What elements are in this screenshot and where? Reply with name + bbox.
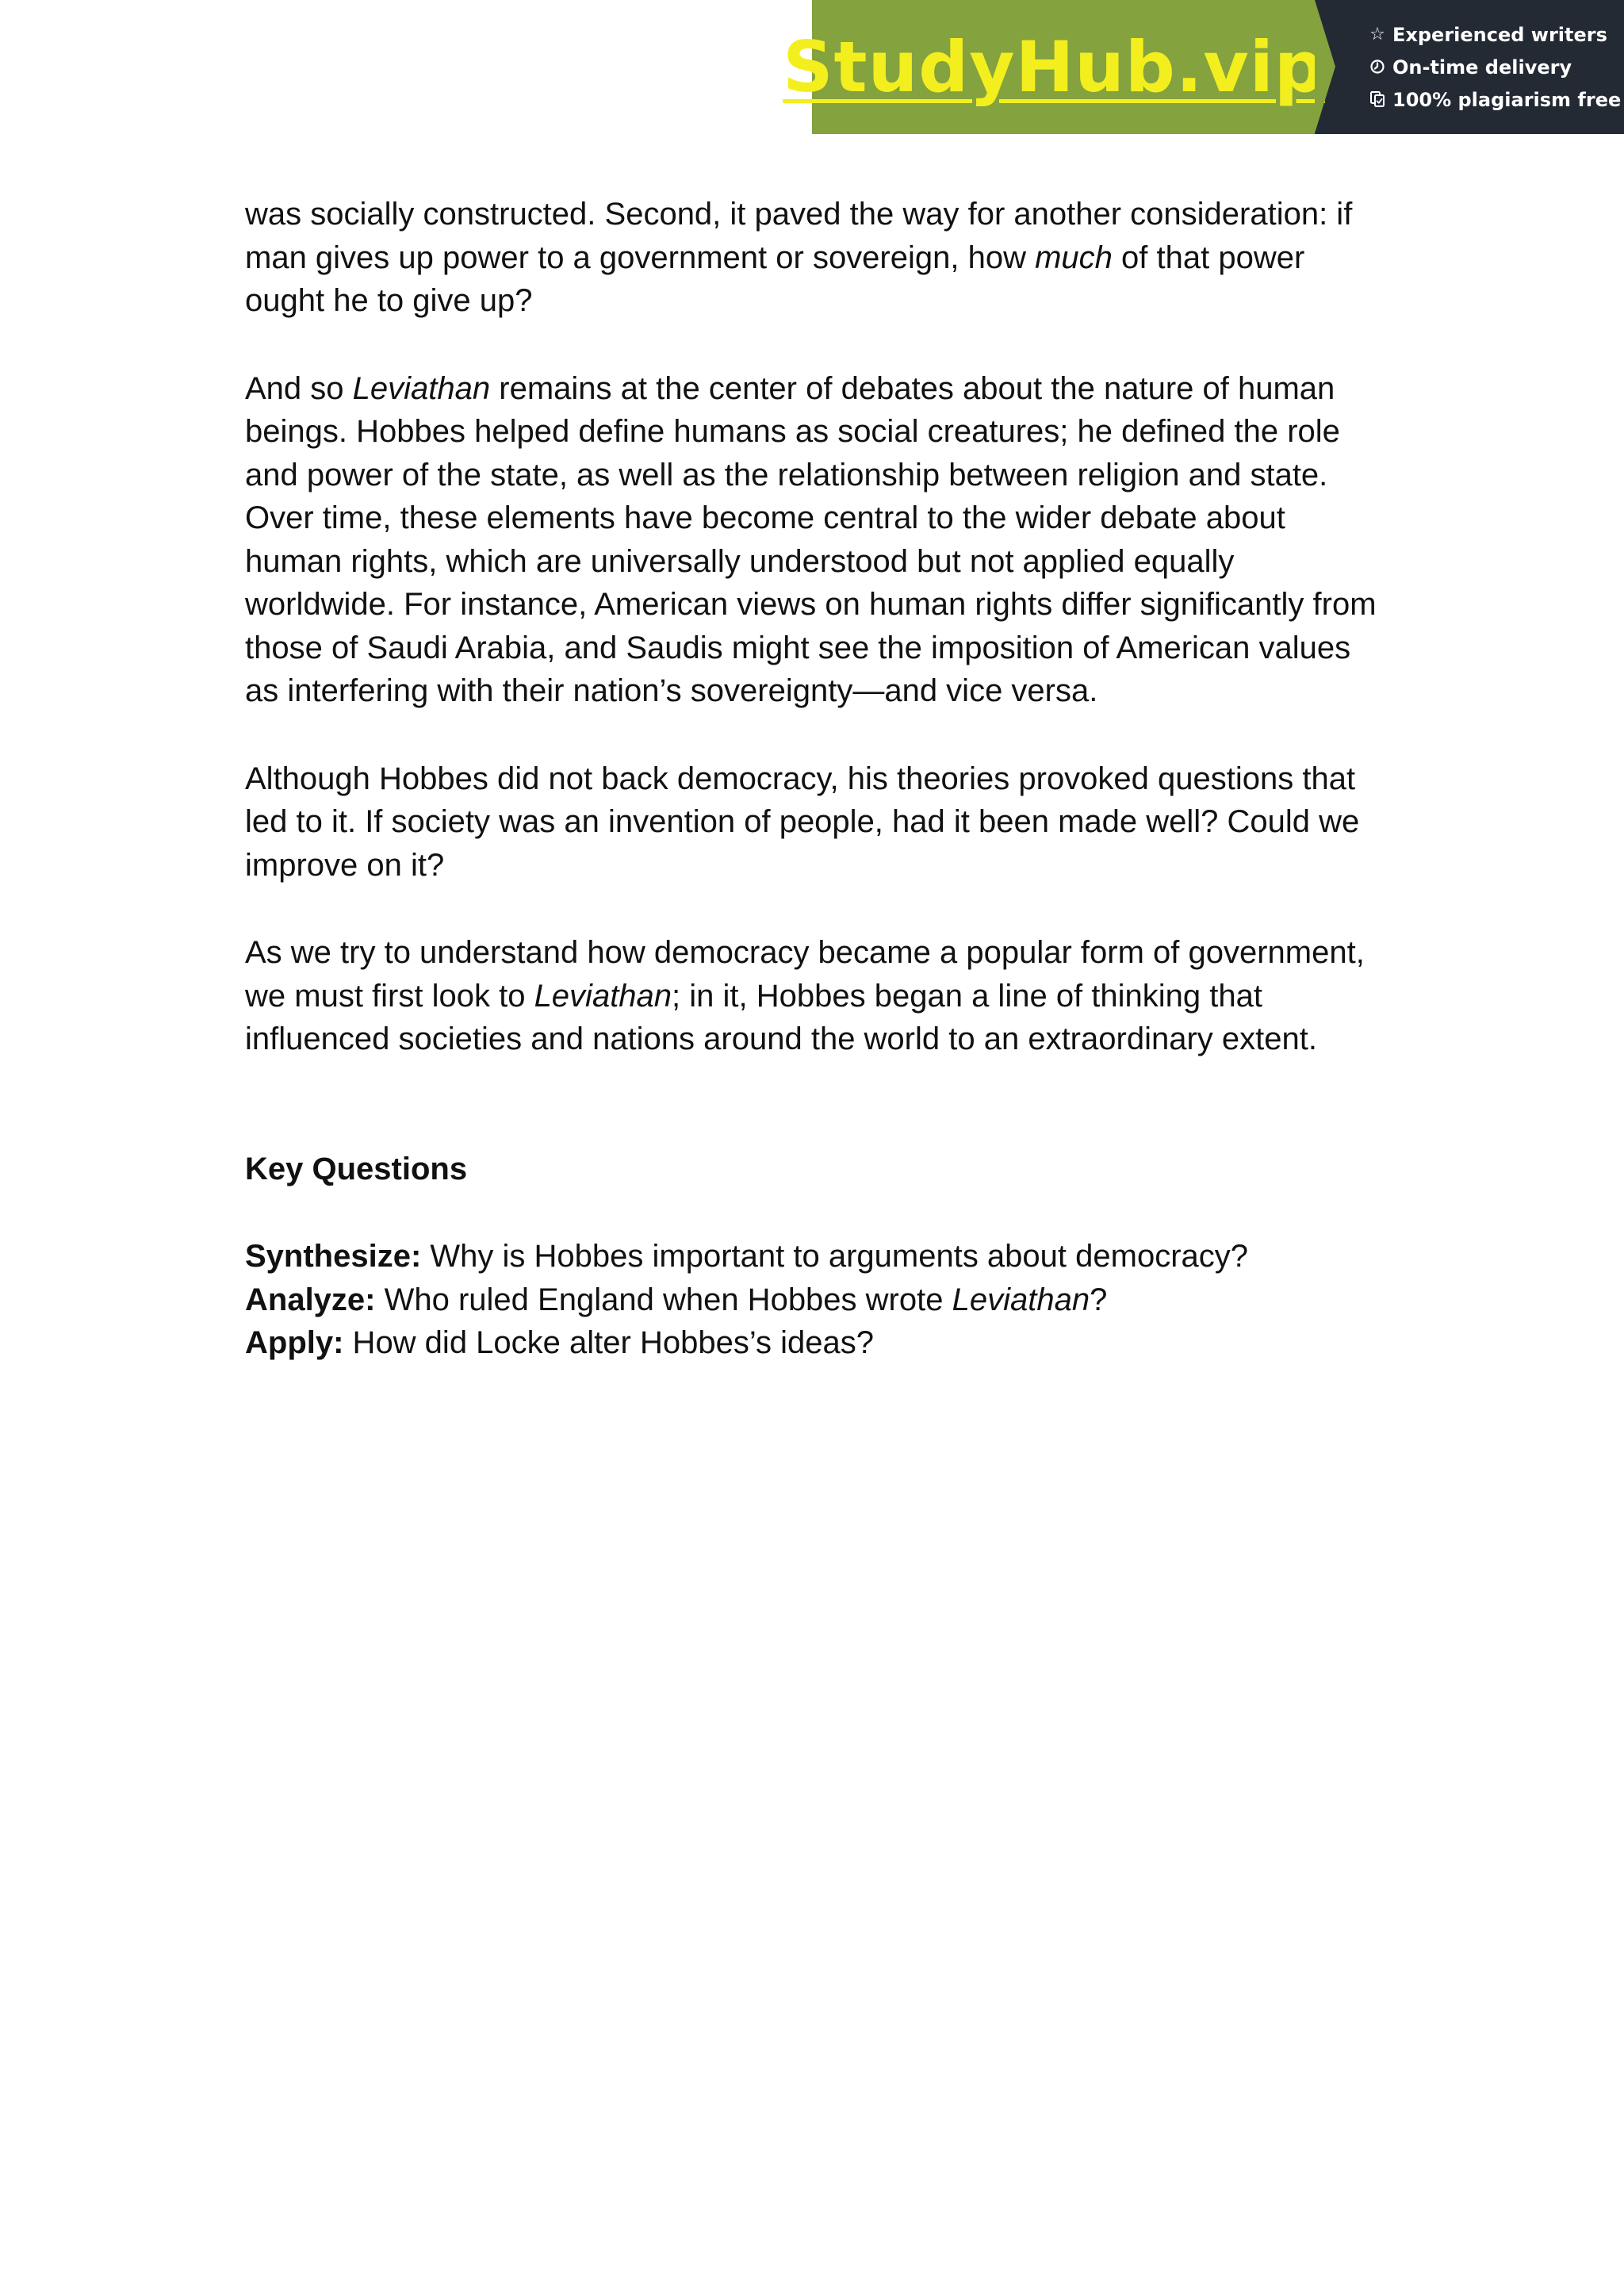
paragraph-1 [245, 193, 1387, 323]
book-title-italic: Leviathan [352, 370, 491, 406]
perks-list [1315, 0, 1624, 134]
key-questions-list [245, 1235, 1387, 1365]
clock-icon [1367, 57, 1388, 77]
text-run: And so [245, 370, 353, 406]
text-run: was socially constructed. Second, it paved the way for another consideration: if man gives up power to a government or sovereign, how [245, 197, 1353, 275]
paragraph-4 [245, 931, 1387, 1061]
question-apply [245, 1321, 1387, 1365]
copy-check-icon [1367, 90, 1388, 109]
perk-plagiarism-free [1367, 83, 1624, 116]
question-synthesize [245, 1235, 1387, 1278]
paragraph-3: Although Hobbes did not back democracy, his theories provoked questions that led to it. If society was an invention of people, had it been made well? Could we improve on it? [245, 761, 1360, 883]
text-run: As we try to understand how democracy became a popular form of government, we must first look to [245, 935, 1365, 1014]
text-run: ; in it, Hobbes began a line of thinking that influenced societies and nations around the world to an extraordinary extent. [245, 978, 1317, 1056]
perk-label: 100% plagiarism free [1392, 88, 1622, 111]
perk-on-time-delivery [1367, 51, 1624, 83]
question-analyze [245, 1278, 1387, 1322]
document-body [245, 193, 1387, 1365]
studyhub-banner[interactable] [783, 0, 1624, 134]
brand-logo-area[interactable] [783, 0, 1325, 134]
question-text: How did Locke alter Hobbes’s ideas? [343, 1325, 874, 1360]
question-text: ? [1090, 1282, 1108, 1317]
text-run: remains at the center of debates about the nature of human beings. Hobbes helped define humans as social creatures; he defined the role and power of the state, as well as the relationship between religion and state. Over time, these elements have become central to the wider debate about human rights, which are universally understood but not applied equally worldwide. For instance, American views on human rights differ significantly from those of Saudi Arabia, and Saudis might see the imposition of American values as interfering with their nation’s sovereignty—and vice versa. [245, 370, 1377, 708]
emphasis-text: much [1035, 240, 1113, 275]
perk-experienced-writers [1367, 18, 1624, 51]
perk-label: On-time delivery [1392, 56, 1572, 79]
book-title-italic: Leviathan [534, 978, 672, 1014]
star-outline-icon: ☆ [1369, 25, 1385, 44]
key-questions-heading: Key Questions [245, 1151, 468, 1186]
brand-logo-text[interactable]: StudyHub.vip [783, 26, 1325, 108]
question-text: Why is Hobbes important to arguments about democracy? [421, 1239, 1249, 1274]
book-title-italic: Leviathan [952, 1282, 1090, 1317]
perk-label: Experienced writers [1392, 23, 1607, 46]
text-run: of that power ought he to give up? [245, 240, 1305, 318]
question-label: Apply: [245, 1325, 344, 1360]
question-text: Who ruled England when Hobbes wrote [375, 1282, 952, 1317]
paragraph-2 [245, 367, 1387, 713]
question-label: Synthesize: [245, 1239, 422, 1274]
question-label: Analyze: [245, 1282, 376, 1317]
